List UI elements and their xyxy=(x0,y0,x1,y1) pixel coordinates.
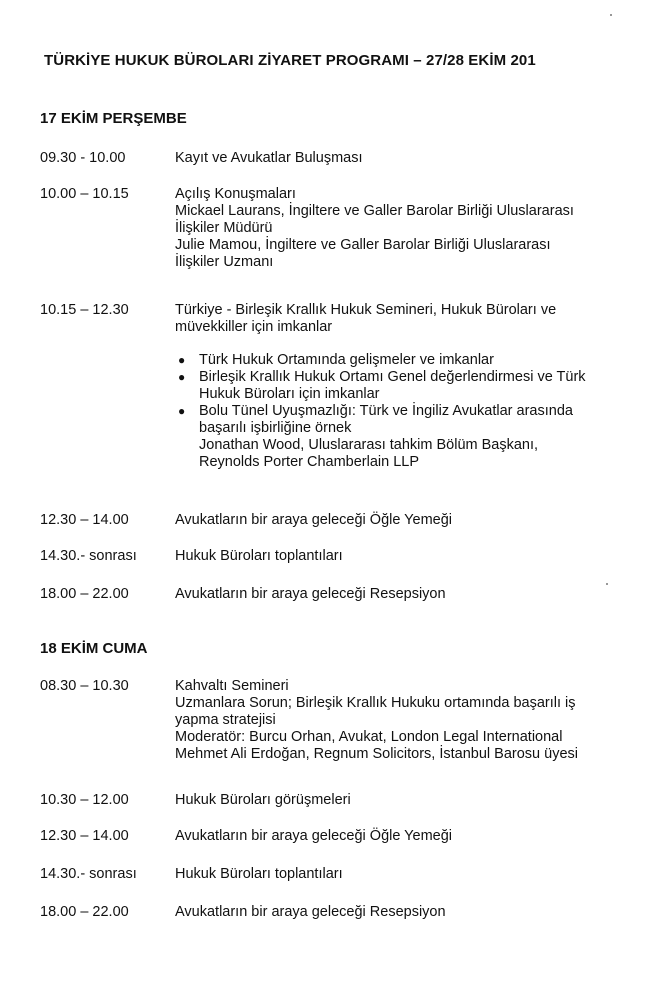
bullet-line: Türk Hukuk Ortamında gelişmeler ve imkanlar xyxy=(199,352,494,368)
session-time: 08.30 – 10.30 xyxy=(40,678,129,694)
description-line: İlişkiler Müdürü xyxy=(175,220,273,236)
session-time: 12.30 – 14.00 xyxy=(40,512,129,528)
description-line: Avukatların bir araya geleceği Resepsiyon xyxy=(175,586,446,602)
session-time: 10.15 – 12.30 xyxy=(40,302,129,318)
description-line: Hukuk Büroları görüşmeleri xyxy=(175,792,351,808)
bullet-line: Birleşik Krallık Hukuk Ortamı Genel değerlendirmesi ve Türk xyxy=(199,369,586,385)
description-line: Avukatların bir araya geleceği Öğle Yemeği xyxy=(175,512,453,528)
session-description xyxy=(175,512,615,529)
bullet-line: Hukuk Büroları için imkanlar xyxy=(199,386,380,402)
session-description xyxy=(175,678,615,763)
description-line: Julie Mamou, İngiltere ve Galler Barolar Birliği Uluslararası xyxy=(175,237,551,253)
session-description xyxy=(175,548,615,565)
scan-speck xyxy=(610,14,612,16)
bullet-dot-icon: ● xyxy=(178,404,186,418)
bullet-line: Reynolds Porter Chamberlain LLP xyxy=(199,454,420,470)
bullet-item xyxy=(175,403,615,471)
session-description xyxy=(175,828,615,845)
session-description xyxy=(175,186,615,271)
description-line: müvekkiller için imkanlar xyxy=(175,319,333,335)
session-description xyxy=(175,792,615,809)
description-line: Açılış Konuşmaları xyxy=(175,186,296,202)
session-time: 14.30.- sonrası xyxy=(40,866,137,882)
document-title: TÜRKİYE HUKUK BÜROLARI ZİYARET PROGRAMI – 27/28 EKİM 201 xyxy=(44,52,536,69)
session-description xyxy=(175,866,615,883)
bullet-item xyxy=(175,369,615,403)
description-line: Hukuk Büroları toplantıları xyxy=(175,548,343,564)
bullet-item xyxy=(175,352,615,369)
description-line: Kayıt ve Avukatlar Buluşması xyxy=(175,150,363,166)
description-line: Hukuk Büroları toplantıları xyxy=(175,866,343,882)
scan-speck xyxy=(606,583,608,585)
bullet-dot-icon: ● xyxy=(178,370,186,384)
description-line: Türkiye - Birleşik Krallık Hukuk Semineri, Hukuk Büroları ve xyxy=(175,302,557,318)
bullet-line: başarılı işbirliğine örnek xyxy=(199,420,352,436)
session-time: 18.00 – 22.00 xyxy=(40,904,129,920)
session-description xyxy=(175,150,615,167)
description-line: Kahvaltı Semineri xyxy=(175,678,289,694)
description-line: Uzmanlara Sorun; Birleşik Krallık Hukuku ortamında başarılı iş xyxy=(175,695,576,711)
session-time: 10.30 – 12.00 xyxy=(40,792,129,808)
description-line: Mehmet Ali Erdoğan, Regnum Solicitors, İstanbul Barosu üyesi xyxy=(175,746,578,762)
bullet-list xyxy=(175,352,615,471)
session-description xyxy=(175,904,615,921)
description-line: Avukatların bir araya geleceği Öğle Yemeği xyxy=(175,828,453,844)
bullet-dot-icon: ● xyxy=(178,353,186,367)
session-description xyxy=(175,586,615,603)
day-heading-thursday: 17 EKİM PERŞEMBE xyxy=(40,110,187,127)
description-line: Moderatör: Burcu Orhan, Avukat, London Legal International xyxy=(175,729,563,745)
session-time: 14.30.- sonrası xyxy=(40,548,137,564)
description-line: yapma stratejisi xyxy=(175,712,276,728)
description-line: İlişkiler Uzmanı xyxy=(175,254,274,270)
session-description xyxy=(175,302,615,471)
description-line: Mickael Laurans, İngiltere ve Galler Barolar Birliği Uluslararası xyxy=(175,203,574,219)
session-time: 10.00 – 10.15 xyxy=(40,186,129,202)
session-time: 12.30 – 14.00 xyxy=(40,828,129,844)
session-time: 18.00 – 22.00 xyxy=(40,586,129,602)
day-heading-friday: 18 EKİM CUMA xyxy=(40,640,148,657)
bullet-line: Jonathan Wood, Uluslararası tahkim Bölüm Başkanı, xyxy=(199,437,539,453)
bullet-line: Bolu Tünel Uyuşmazlığı: Türk ve İngiliz Avukatlar arasında xyxy=(199,403,573,419)
session-time: 09.30 - 10.00 xyxy=(40,150,126,166)
description-line: Avukatların bir araya geleceği Resepsiyon xyxy=(175,904,446,920)
